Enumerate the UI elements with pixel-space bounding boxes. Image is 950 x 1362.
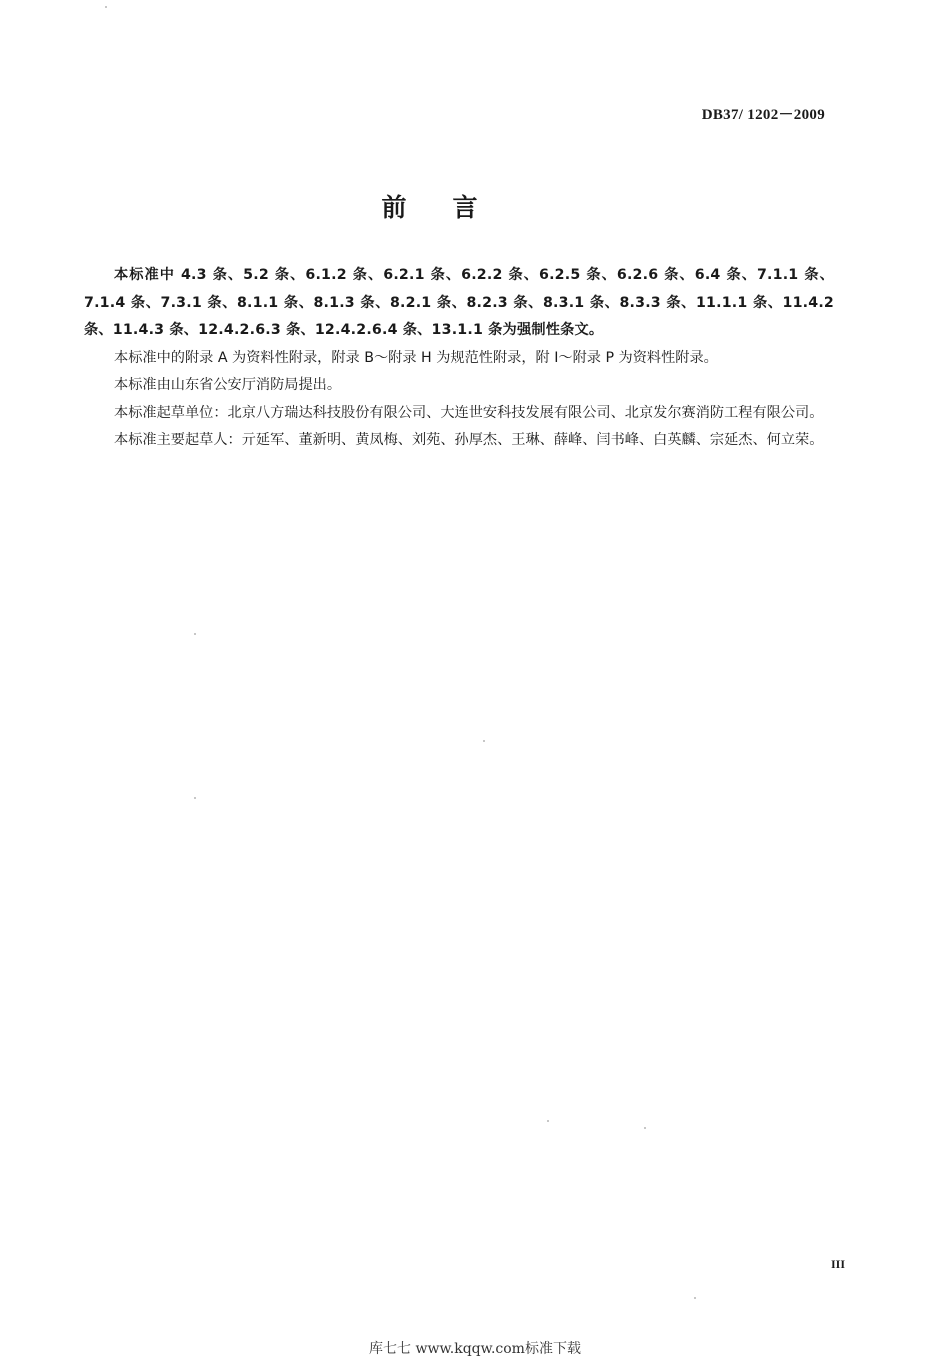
appendix-paragraph: 本标准中的附录 A 为资料性附录，附录 B～附录 H 为规范性附录，附 I～附录 P 为资料性附录。 bbox=[114, 349, 718, 366]
drafting-units-paragraph: 本标准起草单位：北京八方瑞达科技股份有限公司、大连世安科技发展有限公司、北京发尔赛消防工程有限公司。 bbox=[114, 404, 824, 421]
page-number: III bbox=[830, 1257, 845, 1271]
scan-speck bbox=[547, 1120, 549, 1122]
proposer-paragraph: 本标准由山东省公安厅消防局提出。 bbox=[114, 377, 342, 393]
scan-speck bbox=[483, 740, 485, 742]
page-title: 前言 bbox=[381, 193, 524, 222]
footer-watermark: 库七七 www.kqqw.com标准下载 bbox=[369, 1341, 581, 1357]
scan-speck bbox=[694, 1297, 696, 1299]
standard-number: DB37/ 1202－2009 bbox=[701, 107, 825, 123]
drafters-paragraph: 本标准主要起草人：亓延军、董新明、黄凤梅、刘苑、孙厚杰、王琳、薛峰、闫书峰、白英麟、宗延杰、何立荣。 bbox=[114, 432, 824, 448]
scan-speck bbox=[644, 1127, 646, 1129]
scan-speck bbox=[194, 633, 196, 635]
scan-speck bbox=[105, 6, 107, 8]
foreword-body bbox=[84, 262, 834, 455]
mandatory-clauses-paragraph: 本标准中 4.3 条、5.2 条、6.1.2 条、6.2.1 条、6.2.2 条、6.2.5 条、6.2.6 条、6.4 条、7.1.1 条、7.1.4 条、7.3.1 条、8.1.1 条、8.1.3 条、8.2.1 条、8.2.3 条、8.3.1 条、8.3.3 条、11.1.1 条、11.4.2 条、11.4.3 条、12.4.2.6.3 条、12.4.2.6.4 条、13.1.1 条为强制性条文。 bbox=[84, 267, 834, 338]
scan-speck bbox=[194, 797, 196, 799]
